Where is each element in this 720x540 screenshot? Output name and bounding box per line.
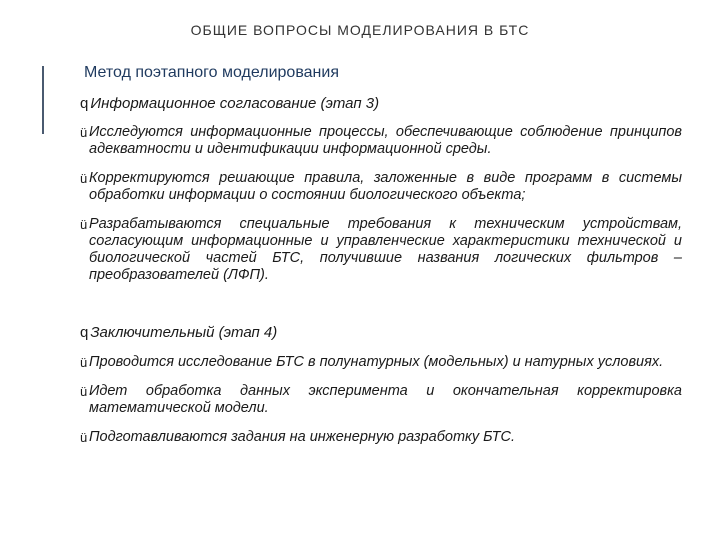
square-bullet-icon: q [80,95,89,112]
checkmark-icon: ü [80,384,88,399]
square-bullet-icon: q [80,324,89,341]
list-item-text: Корректируются решающие правила, заложенные в виде программ в системы обработки информации о состоянии биологического объекта; [89,170,682,203]
list-item [80,170,682,204]
checkmark-icon: ü [80,125,88,140]
checkmark-icon: ü [80,355,88,370]
stage4-heading [80,324,682,341]
stage4-title: Заключительный (этап 4) [90,324,278,341]
stage3-title: Информационное согласование (этап 3) [90,95,380,112]
list-item-text: Подготавливаются задания на инженерную разработку БТС. [89,429,515,445]
stage3-heading [80,95,682,112]
list-item [80,429,682,446]
checkmark-icon: ü [80,171,88,186]
list-item [80,216,682,284]
list-item [80,383,682,417]
page-title: ОБЩИЕ ВОПРОСЫ МОДЕЛИРОВАНИЯ В БТС [190,22,530,38]
accent-bar [42,66,44,134]
list-item [80,124,682,158]
content-body [80,95,682,446]
list-item-text: Идет обработка данных эксперимента и окончательная корректировка математической модели. [89,383,682,416]
checkmark-icon: ü [80,217,88,232]
slide-subtitle: Метод поэтапного моделирования [84,64,339,81]
checkmark-icon: ü [80,430,88,445]
list-item-text: Исследуются информационные процессы, обеспечивающие соблюдение принципов адекватности и идентификации информационной среды. [89,124,682,157]
list-item-text: Разрабатываются специальные требования к техническим устройствам, согласующим информационные и управленческие характеристики технической и биологической частей БТС, получившие названия логических фильтров – преобразователей (ЛФП). [89,216,682,283]
list-item [80,354,682,371]
list-item-text: Проводится исследование БТС в полунатурных (модельных) и натурных условиях. [89,354,664,370]
